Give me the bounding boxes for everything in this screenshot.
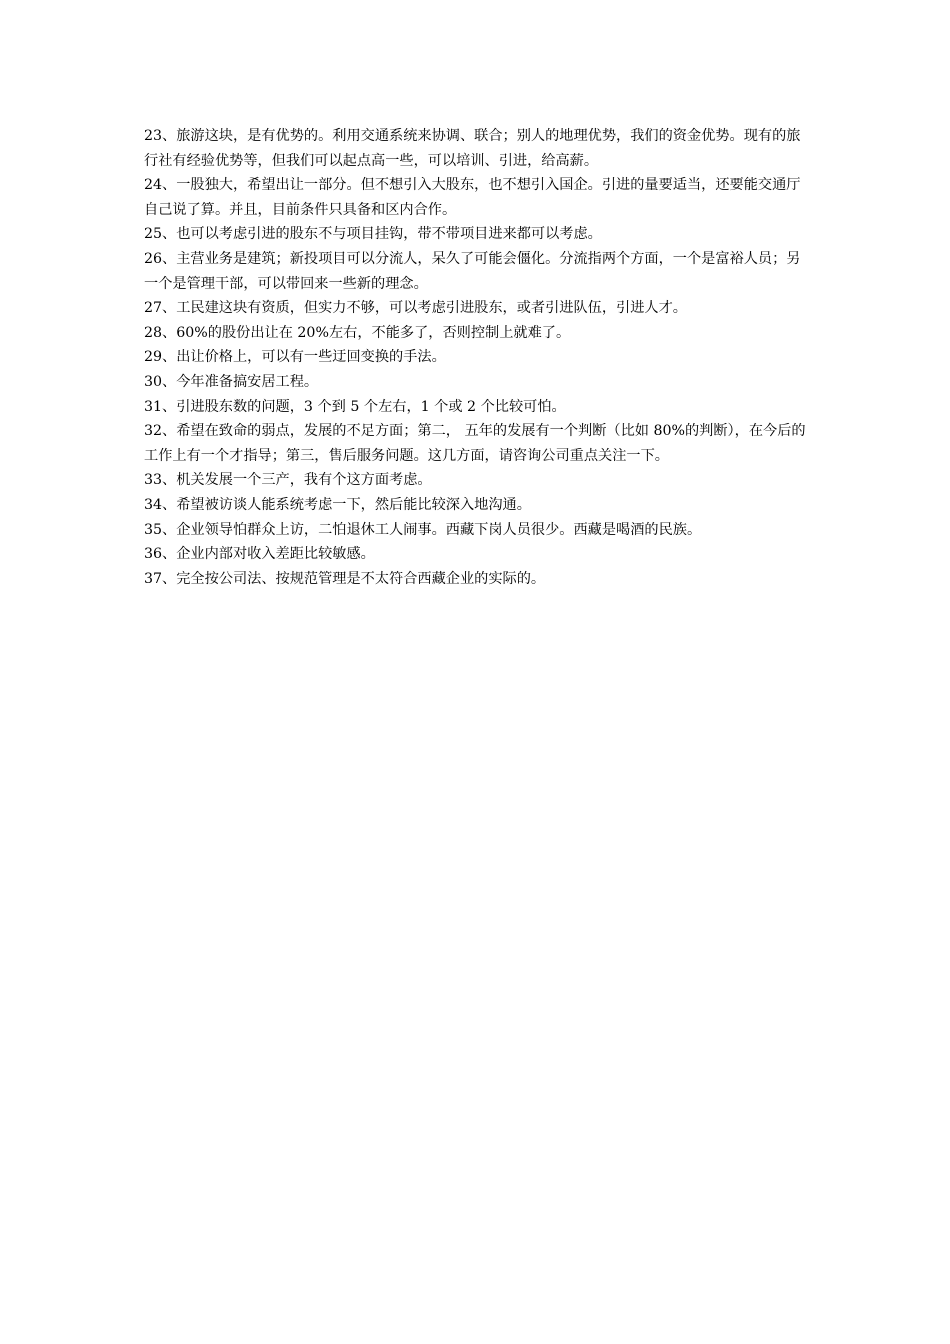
- list-item: 26、主营业务是建筑；新投项目可以分流人，呆久了可能会僵化。分流指两个方面，一个是富裕人员；另一个是管理干部，可以带回来一些新的理念。: [144, 250, 801, 292]
- list-item: 24、一股独大，希望出让一部分。但不想引入大股东，也不想引入国企。引进的量要适当，还要能交通厅自己说了算。并且，目前条件只具备和区内合作。: [144, 177, 801, 218]
- list-item: 34、希望被访谈人能系统考虑一下，然后能比较深入地沟通。: [144, 496, 531, 513]
- list-item: 36、企业内部对收入差距比较敏感。: [144, 546, 375, 563]
- list-item: 25、也可以考虑引进的股东不与项目挂钩，带不带项目进来都可以考虑。: [144, 226, 602, 243]
- list-item: 23、旅游这块，是有优势的。利用交通系统来协调、联合；别人的地理优势，我们的资金优势。现有的旅行社有经验优势等，但我们可以起点高一些，可以培训、引进，给高薪。: [144, 128, 801, 169]
- list-item: 28、60%的股份出让在 20%左右，不能多了，否则控制上就难了。: [144, 324, 571, 341]
- list-item: 35、企业领导怕群众上访，二怕退休工人闹事。西藏下岗人员很少。西藏是喝酒的民族。: [144, 521, 702, 538]
- list-item: 30、今年准备搞安居工程。: [144, 373, 319, 390]
- list-item: 29、出让价格上，可以有一些迂回变换的手法。: [144, 349, 446, 366]
- list-item: 31、引进股东数的问题，3 个到 5 个左右，1 个或 2 个比较可怕。: [144, 398, 566, 415]
- document-body: [144, 124, 810, 591]
- list-item: 27、工民建这块有资质，但实力不够，可以考虑引进股东，或者引进队伍，引进人才。: [144, 300, 687, 317]
- list-item: 37、完全按公司法、按规范管理是不太符合西藏企业的实际的。: [144, 570, 546, 587]
- list-item: 33、机关发展一个三产，我有个这方面考虑。: [144, 472, 432, 489]
- list-item: 32、希望在致命的弱点，发展的不足方面；第二， 五年的发展有一个判断（比如 80%的判断），在今后的工作上有一个才指导；第三，售后服务问题。这几方面，请咨询公司重点关注一下。: [144, 423, 806, 464]
